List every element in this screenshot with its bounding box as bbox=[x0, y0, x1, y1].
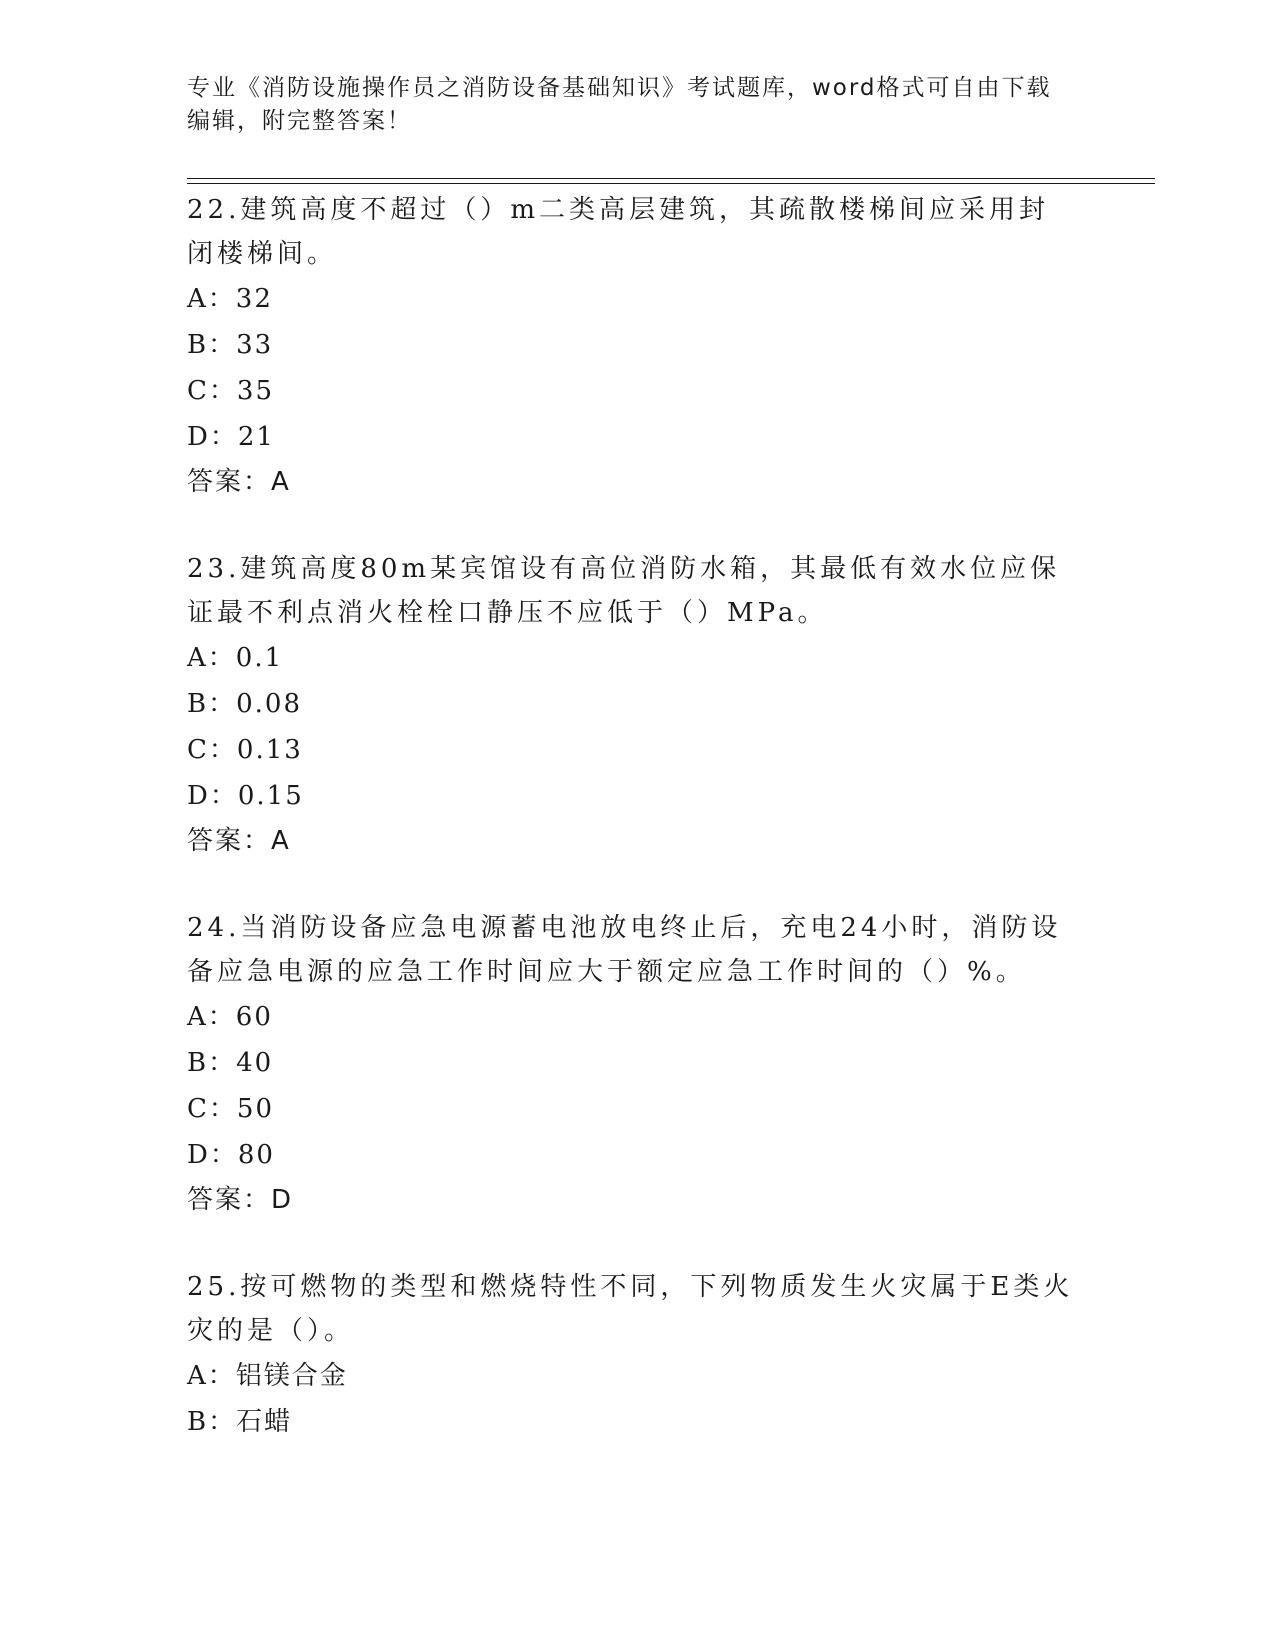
question-stem: 24.当消防设备应急电源蓄电池放电终止后，充电24小时，消防设备应急电源的应急工作时间应大于额定应急工作时间的（）%。 bbox=[187, 913, 1062, 987]
option-key: C： bbox=[187, 1094, 237, 1124]
answer-option bbox=[187, 414, 1087, 460]
answer-option bbox=[187, 322, 1087, 368]
option-key: B： bbox=[187, 1407, 237, 1437]
question-item bbox=[187, 1265, 1087, 1445]
question-stem: 25.按可燃物的类型和燃烧特性不同，下列物质发生火灾属于E类火灾的是（）。 bbox=[187, 1272, 1074, 1346]
option-text: 32 bbox=[235, 284, 273, 314]
answer-option bbox=[187, 1353, 1087, 1399]
option-text: 33 bbox=[236, 330, 274, 360]
option-key: B： bbox=[187, 330, 237, 360]
option-text: 60 bbox=[235, 1002, 273, 1032]
option-text: 35 bbox=[236, 376, 274, 406]
option-text: 50 bbox=[236, 1094, 274, 1124]
answer-option bbox=[187, 635, 1087, 681]
option-text: 石蜡 bbox=[236, 1407, 293, 1437]
answer-option bbox=[187, 1040, 1087, 1086]
option-text: 0.13 bbox=[236, 735, 303, 765]
answer-key: 答案：A bbox=[187, 467, 291, 497]
option-text: 40 bbox=[236, 1048, 274, 1078]
answer-option bbox=[187, 1399, 1087, 1445]
option-key: A： bbox=[187, 284, 236, 314]
answer-option bbox=[187, 994, 1087, 1040]
option-key: D： bbox=[187, 781, 238, 811]
answer-option bbox=[187, 727, 1087, 773]
document-header: 专业《消防设施操作员之消防设备基础知识》考试题库，word格式可自由下载编辑，附完整答案！ bbox=[187, 75, 1052, 134]
answer-option bbox=[187, 368, 1087, 414]
answer-option bbox=[187, 1086, 1087, 1132]
question-item bbox=[187, 547, 1087, 863]
option-key: A： bbox=[187, 1361, 236, 1391]
answer-key: 答案：D bbox=[187, 1185, 294, 1215]
option-key: C： bbox=[187, 376, 237, 406]
option-text: 0.15 bbox=[237, 781, 304, 811]
option-key: C： bbox=[187, 735, 237, 765]
option-key: B： bbox=[187, 1048, 237, 1078]
option-text: 铝镁合金 bbox=[235, 1361, 348, 1391]
option-key: B： bbox=[187, 689, 237, 719]
answer-option bbox=[187, 681, 1087, 727]
option-key: A： bbox=[187, 643, 236, 673]
answer-option bbox=[187, 276, 1087, 322]
header-divider-line bbox=[187, 183, 1155, 184]
option-text: 0.08 bbox=[236, 689, 302, 719]
question-item bbox=[187, 906, 1087, 1222]
question-stem: 22.建筑高度不超过（）m二类高层建筑，其疏散楼梯间应采用封闭楼梯间。 bbox=[187, 195, 1050, 269]
question-stem: 23.建筑高度80m某宾馆设有高位消防水箱，其最低有效水位应保证最不利点消火栓栓口静压不应低于（）MPa。 bbox=[187, 554, 1061, 628]
option-text: 21 bbox=[237, 422, 275, 452]
answer-option bbox=[187, 1132, 1087, 1178]
answer-option bbox=[187, 773, 1087, 819]
option-text: 0.1 bbox=[235, 643, 284, 673]
question-item bbox=[187, 188, 1087, 504]
header-divider-line bbox=[187, 178, 1155, 179]
option-text: 80 bbox=[237, 1140, 275, 1170]
option-key: D： bbox=[187, 1140, 238, 1170]
answer-key: 答案：A bbox=[187, 826, 291, 856]
question-list bbox=[187, 188, 1087, 1488]
option-key: A： bbox=[187, 1002, 236, 1032]
option-key: D： bbox=[187, 422, 238, 452]
